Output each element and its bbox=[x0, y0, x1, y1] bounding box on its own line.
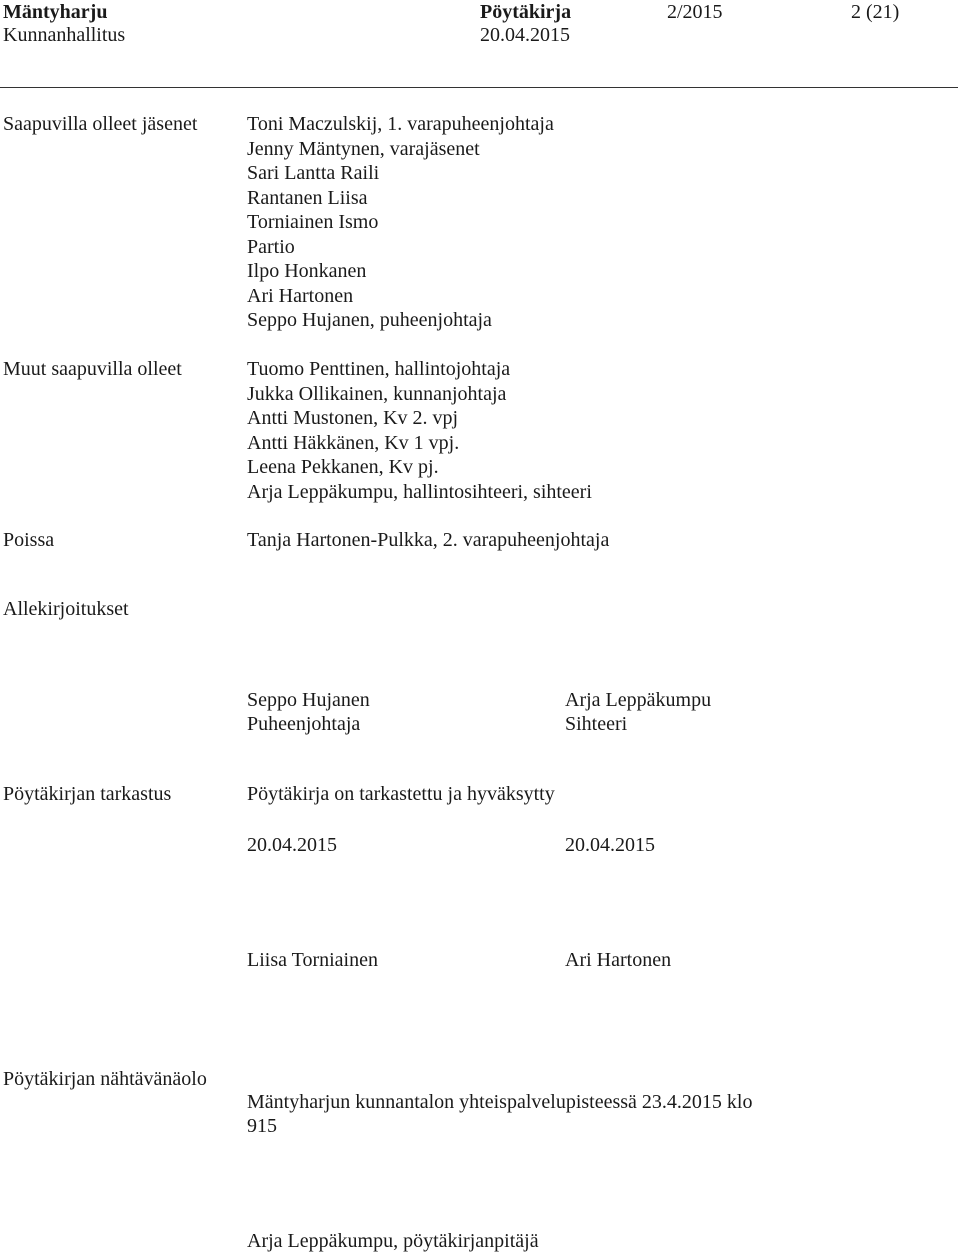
chair-name: Seppo Hujanen bbox=[247, 689, 370, 711]
list-item: Toni Maczulskij, 1. varapuheenjohtaja bbox=[247, 113, 554, 135]
list-item: Jenny Mäntynen, varajäsenet bbox=[247, 137, 480, 160]
doc-number: 2/2015 bbox=[667, 1, 723, 23]
list-item: Jukka Ollikainen, kunnanjohtaja bbox=[247, 382, 507, 405]
reviewer-right: Ari Hartonen bbox=[565, 949, 672, 971]
list-item: Partio bbox=[247, 235, 295, 258]
others-label: Muut saapuvilla olleet bbox=[3, 358, 182, 380]
doc-date: 20.04.2015 bbox=[480, 24, 570, 46]
display-label: Pöytäkirjan nähtävänäolo bbox=[3, 1068, 207, 1090]
list-item: Antti Häkkänen, Kv 1 vpj. bbox=[247, 431, 460, 454]
present-list bbox=[247, 112, 554, 333]
record-keeper: Arja Leppäkumpu, pöytäkirjanpitäjä bbox=[247, 1230, 539, 1252]
secretary-name: Arja Leppäkumpu bbox=[565, 689, 712, 711]
list-item: Seppo Hujanen, puheenjohtaja bbox=[247, 309, 492, 331]
list-item: Torniainen Ismo bbox=[247, 211, 379, 233]
chair-role: Puheenjohtaja bbox=[247, 713, 361, 735]
list-item: Ari Hartonen bbox=[247, 284, 354, 307]
signatures-label: Allekirjoitukset bbox=[3, 598, 129, 620]
list-item: Tuomo Penttinen, hallintojohtaja bbox=[247, 358, 511, 380]
list-item: Sari Lantta Raili bbox=[247, 162, 380, 184]
list-item: Rantanen Liisa bbox=[247, 186, 368, 209]
reviewer-left: Liisa Torniainen bbox=[247, 949, 378, 971]
list-item: Arja Leppäkumpu, hallintosihteeri, sihteeri bbox=[247, 480, 592, 503]
doc-type: Pöytäkirja bbox=[480, 1, 572, 23]
page-number: 2 (21) bbox=[851, 1, 900, 23]
absent-member: Tanja Hartonen-Pulkka, 2. varapuheenjohtaja bbox=[247, 529, 610, 551]
review-label: Pöytäkirjan tarkastus bbox=[3, 783, 172, 805]
secretary-role: Sihteeri bbox=[565, 713, 628, 735]
display-text-line1: Mäntyharjun kunnantalon yhteispalvelupisteessä 23.4.2015 klo bbox=[247, 1091, 753, 1113]
header-divider bbox=[0, 87, 958, 88]
review-date-left: 20.04.2015 bbox=[247, 834, 337, 856]
list-item: Ilpo Honkanen bbox=[247, 260, 367, 282]
list-item: Leena Pekkanen, Kv pj. bbox=[247, 456, 439, 478]
others-list bbox=[247, 357, 592, 504]
list-item: Antti Mustonen, Kv 2. vpj bbox=[247, 407, 459, 429]
review-date-right: 20.04.2015 bbox=[565, 834, 655, 856]
review-statement: Pöytäkirja on tarkastettu ja hyväksytty bbox=[247, 783, 555, 805]
absent-label: Poissa bbox=[3, 529, 55, 551]
present-label: Saapuvilla olleet jäsenet bbox=[3, 113, 198, 135]
municipality-name: Mäntyharju bbox=[3, 1, 108, 23]
body-name: Kunnanhallitus bbox=[3, 24, 126, 46]
display-text-line2: 915 bbox=[247, 1115, 277, 1137]
